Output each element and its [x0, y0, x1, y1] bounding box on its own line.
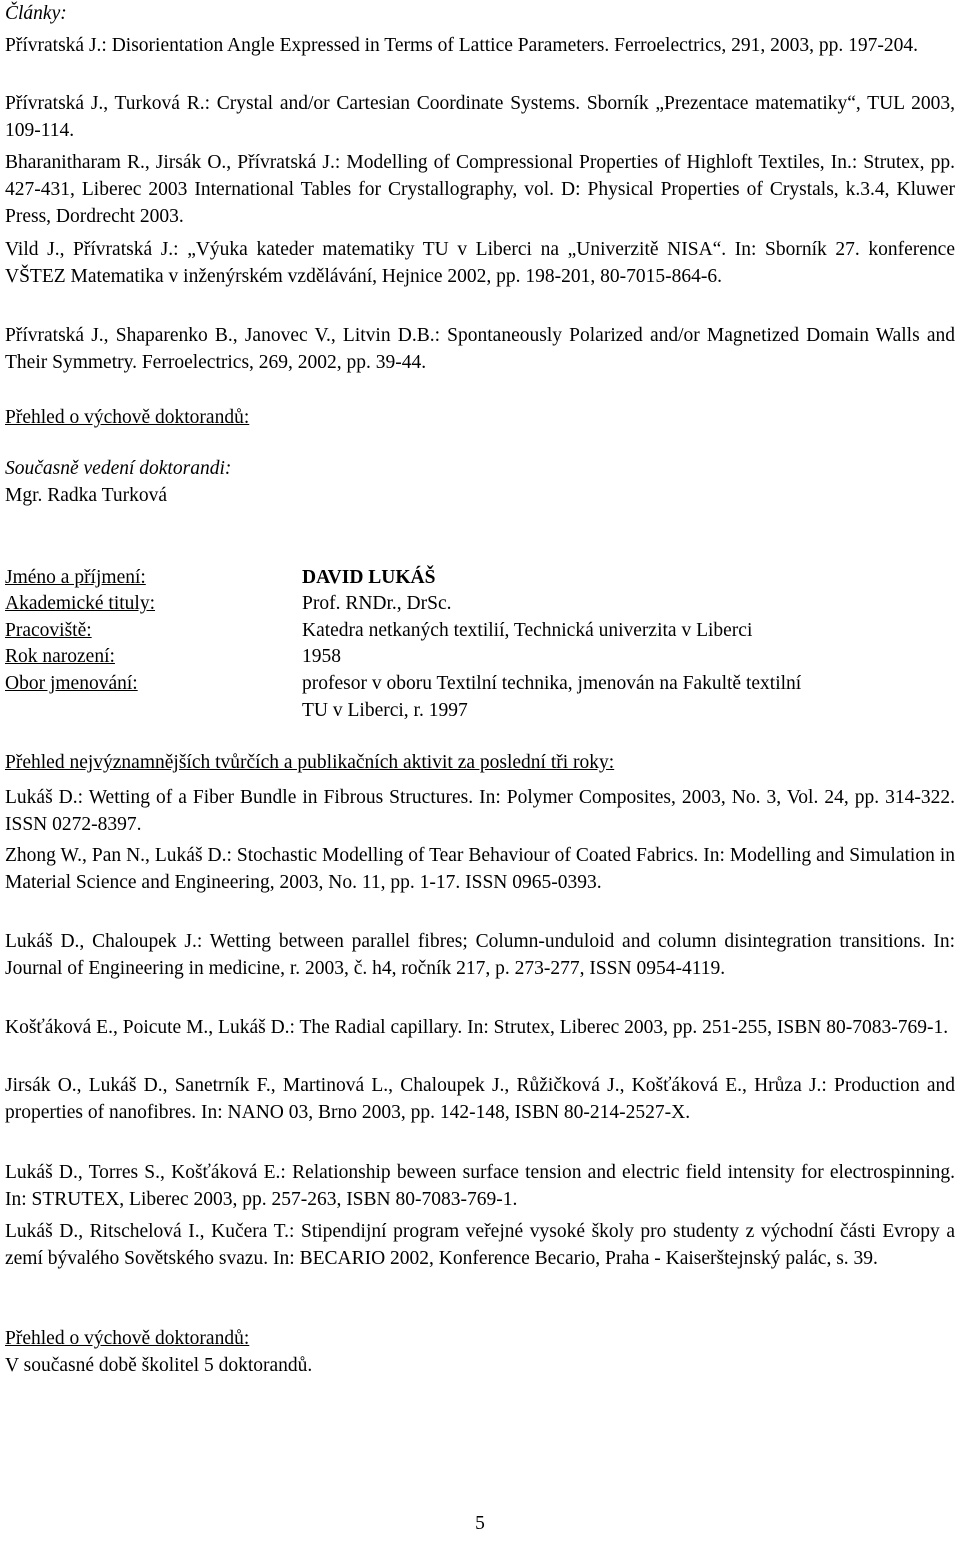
publication-item: Lukáš D., Torres S., Košťáková E.: Relationship beween surface tension and electric field intensity for electrospinning. In: STRUTEX, Liberec 2003, pp. 257-263, ISBN 80-7083-769-1.: [5, 1162, 955, 1210]
publication-item: Lukáš D., Ritschelová I., Kučera T.: Stipendijní program veřejné vysoké školy pro studenty z východní části Evropy a zemí bývalého Sovětského svazu. In: BECARIO 2002, Konference Becario, Praha - Kaiserštejnský palác, s. 39.: [5, 1221, 955, 1269]
profile-label-workplace: Pracoviště:: [5, 620, 92, 641]
page-number: 5: [475, 1513, 485, 1534]
doctoral-overview-heading: Přehled o výchově doktorandů:: [5, 407, 250, 428]
profile-label-field: Obor jmenování:: [5, 673, 138, 694]
doctoral-overview-text: V současné době školitel 5 doktorandů.: [5, 1355, 313, 1376]
current-students-heading: Současně vedení doktorandi:: [5, 458, 232, 479]
publications-heading: Přehled nejvýznamnějších tvůrčích a publikačních aktivit za poslední tři roky:: [5, 752, 615, 773]
publication-item: Zhong W., Pan N., Lukáš D.: Stochastic Modelling of Tear Behaviour of Coated Fabrics. In: Modelling and Simulation in Material Science and Engineering, 2003, No. 11, pp. 1-17. ISSN 0965-0393.: [5, 845, 955, 893]
publication-item: Lukáš D., Chaloupek J.: Wetting between parallel fibres; Column-unduloid and column disintegration transitions. In: Journal of Engineering in medicine, r. 2003, č. h4, ročník 217, p. 273-277, ISSN 0954-4119.: [5, 931, 955, 979]
articles-heading: Články:: [5, 3, 67, 24]
article-item: Vild J., Přívratská J.: „Výuka kateder matematiky TU v Liberci na „Univerzitě NISA“. In: Sborník 27. konference VŠTEZ Matematika v inženýrském vzdělávání, Hejnice 2002, pp. 198-201, 80-7015-864-6.: [5, 239, 955, 287]
article-item: Přívratská J., Shaparenko B., Janovec V., Litvin D.B.: Spontaneously Polarized and/or Magnetized Domain Walls and Their Symmetry. Ferroelectrics, 269, 2002, pp. 39-44.: [5, 325, 955, 373]
publication-item: Lukáš D.: Wetting of a Fiber Bundle in Fibrous Structures. In: Polymer Composites, 2003, No. 3, Vol. 24, pp. 314-322. ISSN 0272-8397.: [5, 787, 955, 835]
profile-value-field: profesor v oboru Textilní technika, jmenován na Fakultě textilní: [302, 673, 802, 694]
profile-value-titles: Prof. RNDr., DrSc.: [302, 593, 452, 614]
profile-label-name: Jméno a příjmení:: [5, 567, 146, 588]
article-item: Přívratská J.: Disorientation Angle Expressed in Terms of Lattice Parameters. Ferroelectrics, 291, 2003, pp. 197-204.: [5, 35, 918, 56]
profile-label-titles: Akademické tituly:: [5, 593, 156, 614]
profile-value-field-cont: TU v Liberci, r. 1997: [302, 700, 468, 721]
profile-value-name: DAVID LUKÁŠ: [302, 567, 436, 588]
current-students: Mgr. Radka Turková: [5, 485, 167, 506]
doctoral-overview-heading-2: Přehled o výchově doktorandů:: [5, 1328, 250, 1349]
article-item: Přívratská J., Turková R.: Crystal and/or Cartesian Coordinate Systems. Sborník „Prezentace matematiky“, TUL 2003, 109-114.: [5, 93, 955, 141]
article-item: Bharanitharam R., Jirsák O., Přívratská J.: Modelling of Compressional Properties of Highloft Textiles, In.: Strutex, pp. 427-431, Liberec 2003 International Tables for Crystallography, vol. D: Physical Properties of Crystals, k.3.4, Kluwer Press, Dordrecht 2003.: [5, 152, 955, 227]
publication-item: Košťáková E., Poicute M., Lukáš D.: The Radial capillary. In: Strutex, Liberec 2003, pp. 251-255, ISBN 80-7083-769-1.: [5, 1017, 949, 1038]
profile-label-birth-year: Rok narození:: [5, 646, 115, 667]
profile-value-workplace: Katedra netkaných textilií, Technická univerzita v Liberci: [302, 620, 753, 641]
profile-value-birth-year: 1958: [302, 646, 341, 667]
publication-item: Jirsák O., Lukáš D., Sanetrník F., Martinová L., Chaloupek J., Růžičková J., Košťáková E., Hrůza J.: Production and properties of nanofibres. In: NANO 03, Brno 2003, pp. 142-148, ISBN 80-214-2527-X.: [5, 1075, 955, 1123]
